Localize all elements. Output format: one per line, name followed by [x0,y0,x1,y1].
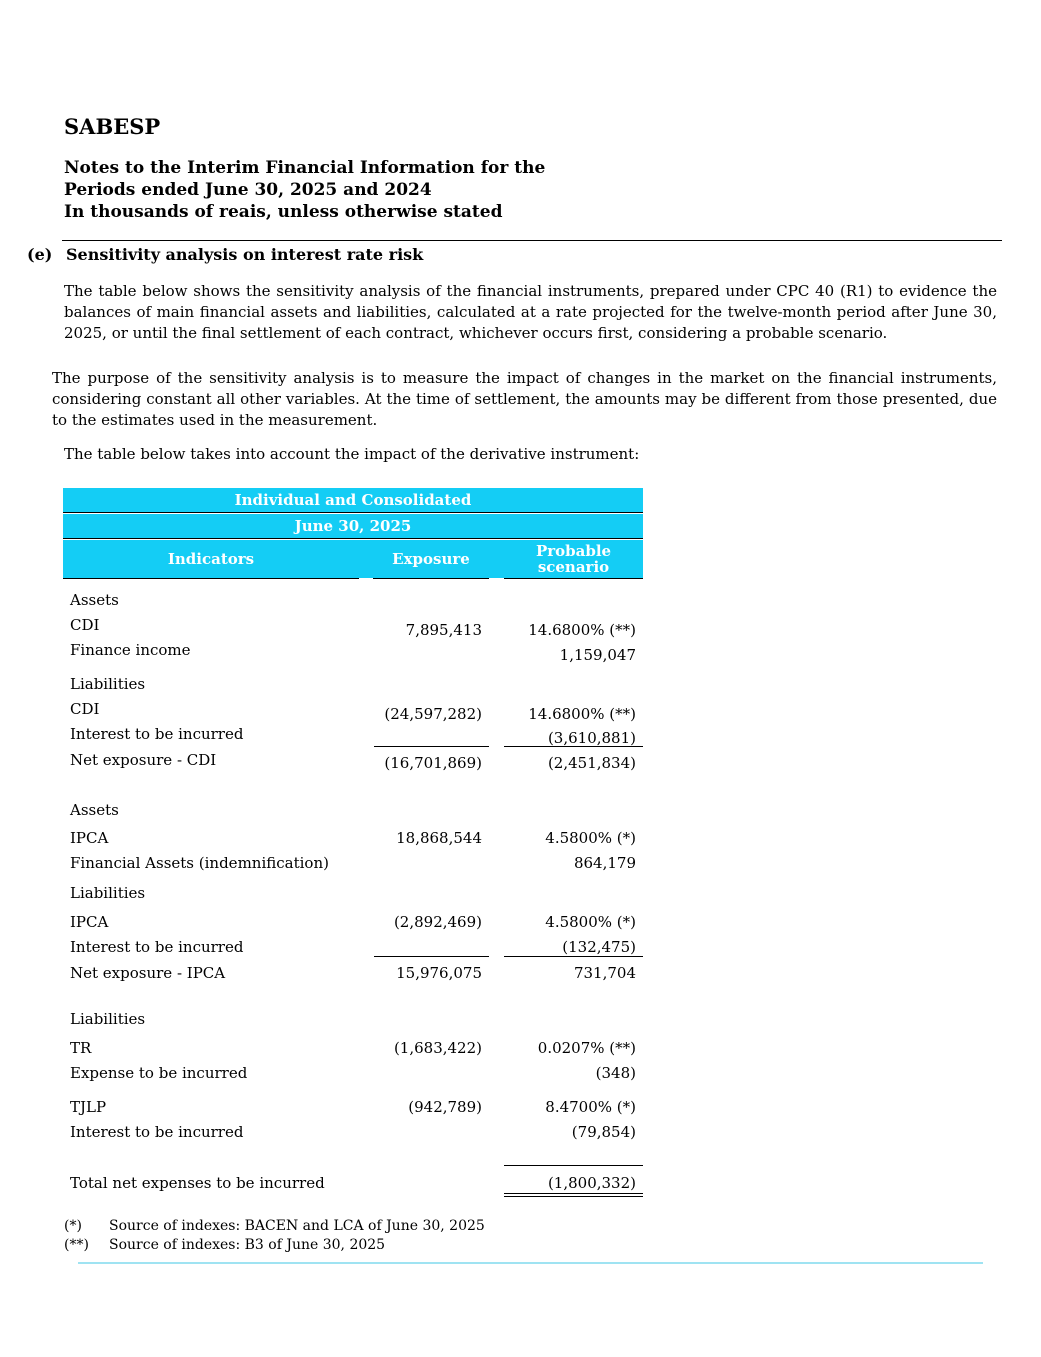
row-label: IPCA [70,913,109,931]
probable-value: (2,451,834) [547,754,636,772]
paragraph-intro: The table below shows the sensitivity analysis of the financial instruments, prepared under CPC 40 (R1) to evidence the balances of main financial assets and liabilities, calculated at a rate projected for the twelve-month period after June 30, 2025, or until the final settlement of each contract, whichever occurs first, considering a probable scenario. [64,282,997,342]
header-gap [359,540,373,578]
exposure-value: (942,789) [408,1098,482,1116]
row-label: TJLP [70,1098,107,1116]
row-label: Interest to be incurred [70,1123,244,1141]
company-name: SABESP [64,114,161,139]
row-label: Expense to be incurred [70,1064,248,1082]
column-header-probable-line2: scenario [537,558,610,576]
probable-value: 864,179 [573,854,636,872]
exposure-value: 18,868,544 [396,829,482,847]
page-bottom-rule [78,1262,983,1264]
total-rule-double-1 [504,1193,643,1194]
row-label: Interest to be incurred [70,938,244,956]
exposure-value: (1,683,422) [393,1039,482,1057]
exposure-value: (24,597,282) [384,705,482,723]
row-label: Net exposure - IPCA [70,964,226,982]
header-underline [63,578,359,579]
column-header-indicators: Indicators [63,540,359,578]
paragraph-derivative: The table below takes into account the impact of the derivative instrument: [64,445,640,463]
probable-value: 731,704 [573,964,636,982]
probable-value: (1,800,332) [547,1174,636,1192]
footnote-mark: (**) [64,1237,89,1253]
probable-value: 0.0207% (**) [537,1039,636,1057]
probable-value: 14.6800% (**) [528,705,636,723]
header-rule [63,538,643,539]
total-rule-top [504,1165,643,1166]
probable-value: 1,159,047 [559,646,636,664]
paragraph-purpose: The purpose of the sensitivity analysis is to measure the impact of changes in the market on the financial instruments, considering constant all other variables. At the time of settlement, the amounts may be different from those presented, due to the estimates used in the measurement. [52,369,997,429]
row-label: Liabilities [70,675,146,693]
subtotal-rule [374,956,489,957]
row-label: Liabilities [70,884,146,902]
subtotal-rule [374,746,489,747]
row-label: TR [70,1039,92,1057]
subtitle-line: Notes to the Interim Financial Information for the [64,158,546,178]
footnote-text: Source of indexes: B3 of June 30, 2025 [109,1237,386,1253]
row-label: Financial Assets (indemnification) [70,854,329,872]
row-label: Interest to be incurred [70,725,244,743]
row-label: IPCA [70,829,109,847]
probable-value: (348) [595,1064,636,1082]
row-label: Finance income [70,641,191,659]
row-label: CDI [70,700,100,718]
exposure-value: 7,895,413 [405,621,482,639]
table-header-entity: Individual and Consolidated [63,488,643,512]
probable-value: 14.6800% (**) [528,621,636,639]
probable-value: (79,854) [571,1123,636,1141]
probable-value: 8.4700% (*) [545,1098,636,1116]
total-rule-double-2 [504,1196,643,1197]
table-header-date: June 30, 2025 [63,514,643,538]
subtitle-line: In thousands of reais, unless otherwise stated [64,202,503,222]
header-gap [489,540,504,578]
probable-value: 4.5800% (*) [545,829,636,847]
document-subtitle [64,157,545,223]
header-underline [504,578,643,579]
row-label: Net exposure - CDI [70,751,217,769]
header-rule [63,512,643,513]
row-label: CDI [70,616,100,634]
section-letter: (e) [27,245,53,264]
probable-value: (132,475) [562,938,636,956]
subtitle-line: Periods ended June 30, 2025 and 2024 [64,180,432,200]
probable-value: (3,610,881) [547,729,636,747]
subtotal-rule [504,956,643,957]
exposure-value: (2,892,469) [393,913,482,931]
section-divider [62,240,1002,241]
column-header-probable-line1: Probable [535,542,612,560]
column-header-probable [504,540,643,578]
row-label: Total net expenses to be incurred [70,1174,325,1192]
exposure-value: (16,701,869) [384,754,482,772]
row-label: Assets [70,801,119,819]
subtotal-rule [504,746,643,747]
row-label: Assets [70,591,119,609]
header-underline [373,578,489,579]
exposure-value: 15,976,075 [396,964,482,982]
footnote-mark: (*) [64,1218,82,1234]
section-title: Sensitivity analysis on interest rate risk [66,245,424,264]
column-header-exposure: Exposure [373,540,489,578]
footnote-text: Source of indexes: BACEN and LCA of June 30, 2025 [109,1218,485,1234]
row-label: Liabilities [70,1010,146,1028]
probable-value: 4.5800% (*) [545,913,636,931]
